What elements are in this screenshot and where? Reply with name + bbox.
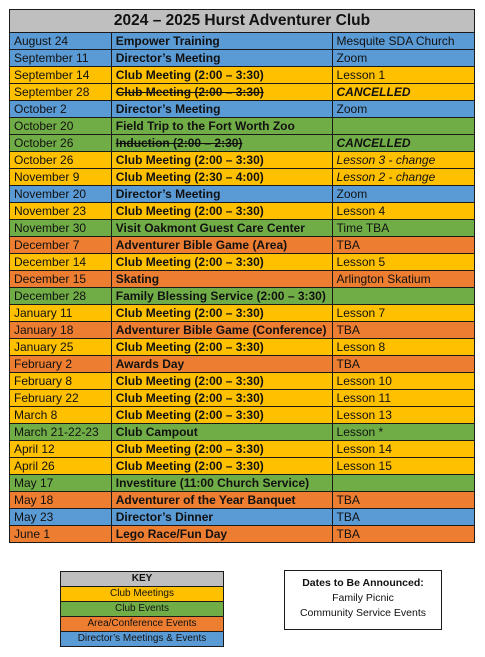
row-event: Club Meeting (2:00 – 3:30)	[111, 339, 332, 356]
row-note: CANCELLED	[332, 135, 474, 152]
schedule-row	[10, 356, 475, 373]
row-event: Investiture (11:00 Church Service)	[111, 475, 332, 492]
schedule-row	[10, 475, 475, 492]
row-note: Mesquite SDA Church	[332, 33, 474, 50]
schedule-row	[10, 135, 475, 152]
row-date: November 23	[10, 203, 112, 220]
row-date: November 30	[10, 220, 112, 237]
row-note: TBA	[332, 492, 474, 509]
key-header-row	[61, 572, 224, 587]
key-row	[61, 632, 224, 647]
key-label: Area/Conference Events	[61, 617, 224, 632]
tba-item: Community Service Events	[299, 607, 427, 619]
key-heading: KEY	[61, 572, 224, 587]
row-event: Director’s Meeting	[111, 186, 332, 203]
row-date: April 26	[10, 458, 112, 475]
row-date: February 8	[10, 373, 112, 390]
schedule-row	[10, 322, 475, 339]
schedule-table	[9, 9, 475, 543]
row-note: Lesson 14	[332, 441, 474, 458]
row-date: December 28	[10, 288, 112, 305]
key-row	[61, 587, 224, 602]
row-event: Club Meeting (2:00 – 3:30)	[111, 254, 332, 271]
schedule-row	[10, 101, 475, 118]
row-event: Club Meeting (2:00 – 3:30)	[111, 203, 332, 220]
row-note: Zoom	[332, 186, 474, 203]
schedule-row	[10, 509, 475, 526]
row-note	[332, 118, 474, 135]
key-row	[61, 602, 224, 617]
schedule-row	[10, 373, 475, 390]
row-note: Lesson 3 - change	[332, 152, 474, 169]
row-event: Club Campout	[111, 424, 332, 441]
key-row	[61, 617, 224, 632]
row-note: Lesson 8	[332, 339, 474, 356]
row-event: Club Meeting (2:00 – 3:30)	[111, 305, 332, 322]
schedule-row	[10, 339, 475, 356]
color-key	[60, 571, 224, 647]
row-date: February 2	[10, 356, 112, 373]
schedule-row	[10, 50, 475, 67]
row-note: Lesson 4	[332, 203, 474, 220]
row-event: Club Meeting (2:00 – 3:30)	[111, 373, 332, 390]
row-note: Lesson 11	[332, 390, 474, 407]
row-event: Director’s Meeting	[111, 101, 332, 118]
row-date: May 23	[10, 509, 112, 526]
schedule-row	[10, 237, 475, 254]
row-note	[332, 288, 474, 305]
row-event: Club Meeting (2:00 – 3:30)	[111, 441, 332, 458]
key-label: Club Meetings	[61, 587, 224, 602]
schedule-title: 2024 – 2025 Hurst Adventurer Club	[10, 10, 475, 33]
row-note: TBA	[332, 356, 474, 373]
row-date: January 11	[10, 305, 112, 322]
row-event: Lego Race/Fun Day	[111, 526, 332, 543]
row-event: Club Meeting (2:00 – 3:30)	[111, 152, 332, 169]
row-date: October 2	[10, 101, 112, 118]
row-note: Lesson 13	[332, 407, 474, 424]
row-note: Zoom	[332, 101, 474, 118]
schedule-row	[10, 254, 475, 271]
schedule-row	[10, 186, 475, 203]
row-date: September 28	[10, 84, 112, 101]
schedule-row	[10, 424, 475, 441]
schedule-row	[10, 526, 475, 543]
schedule-row	[10, 305, 475, 322]
row-note: Lesson 2 - change	[332, 169, 474, 186]
row-event: Club Meeting (2:00 – 3:30)	[111, 390, 332, 407]
row-event: Visit Oakmont Guest Care Center	[111, 220, 332, 237]
row-event: Awards Day	[111, 356, 332, 373]
row-date: January 18	[10, 322, 112, 339]
row-event: Family Blessing Service (2:00 – 3:30)	[111, 288, 332, 305]
row-event: Club Meeting (2:00 – 3:30)	[111, 84, 332, 101]
tba-box	[284, 570, 442, 630]
row-date: November 20	[10, 186, 112, 203]
row-event: Director’s Dinner	[111, 509, 332, 526]
tba-heading: Dates to Be Announced:	[302, 577, 424, 589]
row-date: June 1	[10, 526, 112, 543]
row-event: Field Trip to the Fort Worth Zoo	[111, 118, 332, 135]
row-date: August 24	[10, 33, 112, 50]
row-date: December 14	[10, 254, 112, 271]
row-note: Lesson 5	[332, 254, 474, 271]
row-date: March 8	[10, 407, 112, 424]
schedule-row	[10, 458, 475, 475]
row-event: Adventurer of the Year Banquet	[111, 492, 332, 509]
schedule-row	[10, 203, 475, 220]
row-event: Adventurer Bible Game (Conference)	[111, 322, 332, 339]
schedule-row	[10, 441, 475, 458]
row-note: Lesson 1	[332, 67, 474, 84]
schedule-row	[10, 390, 475, 407]
schedule-row	[10, 67, 475, 84]
row-date: September 14	[10, 67, 112, 84]
row-date: December 7	[10, 237, 112, 254]
row-date: December 15	[10, 271, 112, 288]
row-note: TBA	[332, 509, 474, 526]
schedule-row	[10, 407, 475, 424]
schedule-row	[10, 33, 475, 50]
row-note: TBA	[332, 237, 474, 254]
row-event: Skating	[111, 271, 332, 288]
title-row	[10, 10, 475, 33]
row-date: October 26	[10, 135, 112, 152]
row-event: Club Meeting (2:00 – 3:30)	[111, 407, 332, 424]
row-date: October 20	[10, 118, 112, 135]
row-note: Lesson 7	[332, 305, 474, 322]
row-date: May 17	[10, 475, 112, 492]
row-note: Lesson 10	[332, 373, 474, 390]
row-note: TBA	[332, 526, 474, 543]
row-date: March 21-22-23	[10, 424, 112, 441]
schedule-row	[10, 169, 475, 186]
schedule-row	[10, 492, 475, 509]
schedule-row	[10, 271, 475, 288]
schedule-row	[10, 84, 475, 101]
row-date: September 11	[10, 50, 112, 67]
row-event: Club Meeting (2:00 – 3:30)	[111, 67, 332, 84]
row-date: February 22	[10, 390, 112, 407]
schedule-row	[10, 118, 475, 135]
row-event: Club Meeting (2:30 – 4:00)	[111, 169, 332, 186]
row-note: Lesson 15	[332, 458, 474, 475]
row-note: Lesson *	[332, 424, 474, 441]
row-event: Empower Training	[111, 33, 332, 50]
key-label: Club Events	[61, 602, 224, 617]
row-date: October 26	[10, 152, 112, 169]
schedule-row	[10, 220, 475, 237]
schedule-row	[10, 152, 475, 169]
row-note: TBA	[332, 322, 474, 339]
row-event: Induction (2:00 – 2:30)	[111, 135, 332, 152]
row-date: November 9	[10, 169, 112, 186]
row-note: Arlington Skatium	[332, 271, 474, 288]
row-note: CANCELLED	[332, 84, 474, 101]
key-label: Director’s Meetings & Events	[61, 632, 224, 647]
row-date: May 18	[10, 492, 112, 509]
row-event: Director’s Meeting	[111, 50, 332, 67]
row-note: Time TBA	[332, 220, 474, 237]
tba-item: Family Picnic	[332, 592, 394, 604]
row-date: January 25	[10, 339, 112, 356]
schedule-row	[10, 288, 475, 305]
row-event: Adventurer Bible Game (Area)	[111, 237, 332, 254]
row-date: April 12	[10, 441, 112, 458]
row-note: Zoom	[332, 50, 474, 67]
row-note	[332, 475, 474, 492]
row-event: Club Meeting (2:00 – 3:30)	[111, 458, 332, 475]
